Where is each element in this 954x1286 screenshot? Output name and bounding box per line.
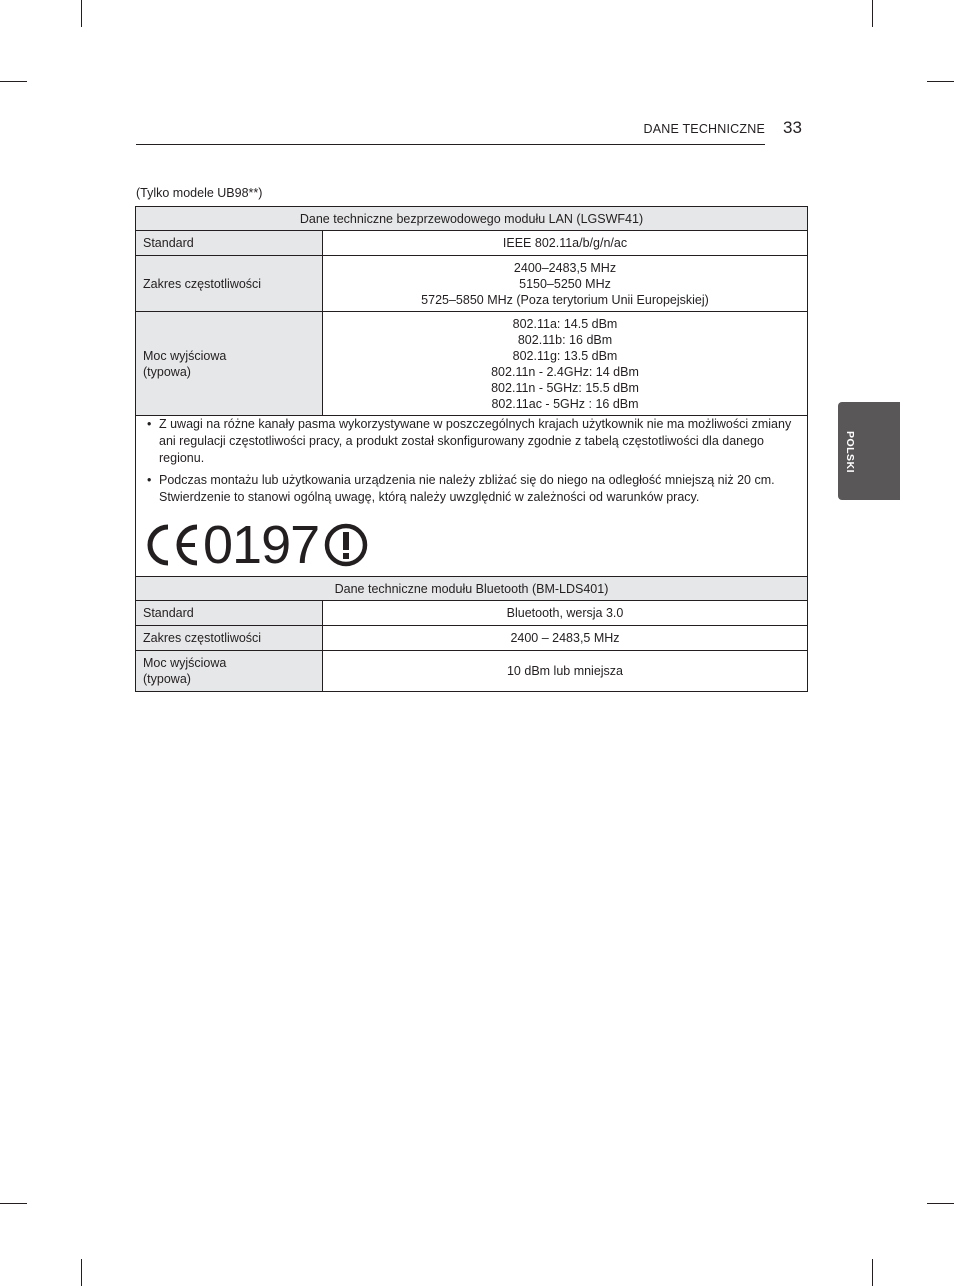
crop-mark xyxy=(81,1259,82,1286)
row-label: Standard xyxy=(136,231,323,256)
notes-cell xyxy=(136,416,808,577)
wlan-header-row xyxy=(136,207,808,231)
value-line: 802.11n - 2.4GHz: 14 dBm xyxy=(491,364,639,379)
alert-class-icon xyxy=(323,522,369,568)
language-tab xyxy=(838,402,900,500)
value-line: 802.11b: 16 dBm xyxy=(517,332,613,347)
row-value xyxy=(323,256,808,312)
spec-table xyxy=(135,206,808,692)
header-divider xyxy=(136,144,765,145)
bluetooth-header-row xyxy=(136,577,808,601)
crop-mark xyxy=(81,0,82,27)
table-row xyxy=(136,626,808,651)
ce-mark-icon xyxy=(141,522,201,568)
notes-row xyxy=(136,416,808,577)
label-line: (typowa) xyxy=(143,672,191,686)
row-value: IEEE 802.11a/b/g/n/ac xyxy=(323,231,808,256)
label-line: (typowa) xyxy=(143,364,191,379)
table-row xyxy=(136,601,808,626)
table-row xyxy=(136,256,808,312)
page-number: 33 xyxy=(783,118,802,137)
row-value: 10 dBm lub mniejsza xyxy=(323,651,808,692)
crop-mark xyxy=(927,81,954,82)
value-line: 802.11ac - 5GHz : 16 dBm xyxy=(491,396,639,411)
label-line: Moc wyjściowa xyxy=(143,348,227,363)
row-value: 2400 – 2483,5 MHz xyxy=(323,626,808,651)
row-label xyxy=(136,651,323,692)
crop-mark xyxy=(872,1259,873,1286)
ce-marking xyxy=(141,514,800,576)
row-label: Zakres częstotliwości xyxy=(136,256,323,312)
row-label xyxy=(136,312,323,416)
value-line: 5150–5250 MHz xyxy=(519,276,611,291)
row-value: Bluetooth, wersja 3.0 xyxy=(323,601,808,626)
language-tab-label: POLSKI xyxy=(844,430,856,474)
note-item: • Podczas montażu lub użytkowania urządzenia nie należy zbliżać się do niego na odległość mniejszą niż 20 cm. Stwierdzenie to stanowi ogólną uwagę, którą należy uwzględnić w zależności od warunków pracy. xyxy=(143,472,800,506)
wlan-title: Dane techniczne bezprzewodowego modułu LAN (LGSWF41) xyxy=(136,207,808,231)
table-row xyxy=(136,231,808,256)
table-row xyxy=(136,312,808,416)
row-value xyxy=(323,312,808,416)
value-line: 802.11a: 14.5 dBm xyxy=(512,316,618,331)
bluetooth-title: Dane techniczne modułu Bluetooth (BM-LDS401) xyxy=(136,577,808,601)
label-line: Moc wyjściowa xyxy=(143,656,227,670)
section-title: DANE TECHNICZNE xyxy=(643,122,765,136)
value-line: 802.11g: 13.5 dBm xyxy=(512,348,618,363)
note-item: • Z uwagi na różne kanały pasma wykorzystywane w poszczególnych krajach użytkownik nie ma możliwości zmiany ani regulacji częstotliwości pracy, a produkt został skonfigurowany zgodnie z tabelą częstotliwości dla danego regionu. xyxy=(143,416,800,467)
crop-mark xyxy=(927,1203,954,1204)
table-row xyxy=(136,651,808,692)
crop-mark xyxy=(0,81,27,82)
row-label: Standard xyxy=(136,601,323,626)
crop-mark xyxy=(872,0,873,27)
value-line: 2400–2483,5 MHz xyxy=(513,260,617,275)
value-line: 5725–5850 MHz (Poza terytorium Unii Europejskiej) xyxy=(421,292,709,307)
model-note: (Tylko modele UB98**) xyxy=(136,186,263,200)
row-label: Zakres częstotliwości xyxy=(136,626,323,651)
notified-body-number: 0197 xyxy=(203,515,320,575)
crop-mark xyxy=(0,1203,27,1204)
value-line: 802.11n - 5GHz: 15.5 dBm xyxy=(491,380,639,395)
